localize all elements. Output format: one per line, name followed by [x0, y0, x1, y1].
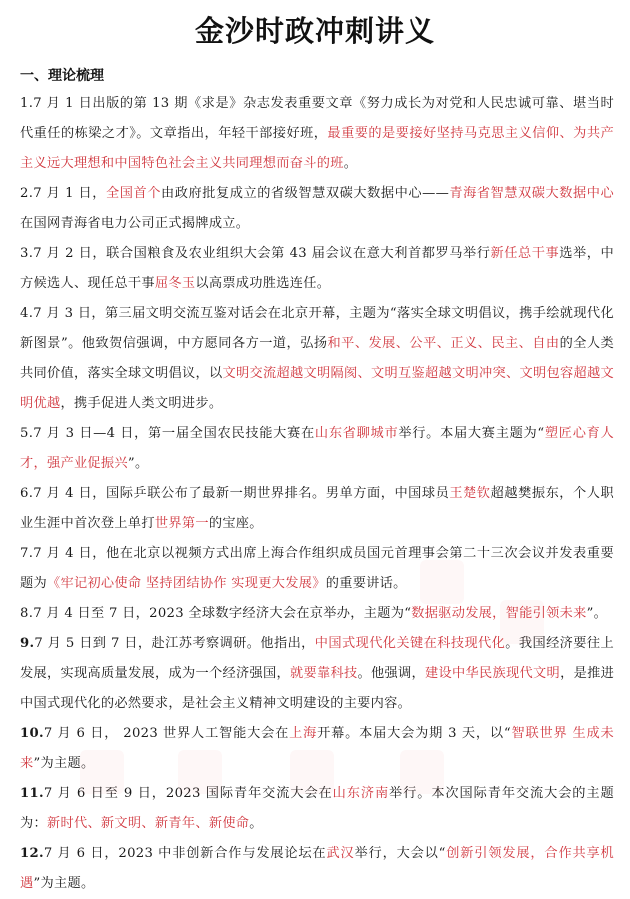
body-text: 7 月 2 日，联合国粮食及农业组织大会第 43 届会议在意大利首都罗马举行 [33, 246, 491, 261]
item-number: 8. [20, 606, 34, 621]
highlighted-text: 青海省智慧双碳大数据中心 [449, 186, 614, 201]
highlighted-text: 世界第一 [154, 516, 209, 531]
highlighted-text: 武汉 [326, 846, 355, 861]
body-text: 7 月 6 日， 2023 世界人工智能大会在 [43, 726, 290, 741]
news-item-list [20, 89, 614, 899]
news-item [20, 719, 614, 779]
news-item [20, 539, 614, 599]
body-text: 7 月 6 日，2023 中非创新合作与发展论坛在 [43, 846, 327, 861]
highlighted-text: 塑匠心育人才，强产业促振兴 [20, 426, 615, 471]
body-text: 举行。本次国际青年交流大会的主题为： [20, 786, 614, 831]
body-text: 的重要讲话。 [325, 576, 407, 591]
item-number: 2. [20, 186, 34, 201]
highlighted-text: 智联世界 生成未来 [20, 726, 615, 771]
body-text: 举行。本届大赛主题为“ [398, 426, 545, 441]
highlighted-text: 就要靠科技 [290, 666, 358, 681]
item-number: 7. [20, 546, 34, 561]
body-text: ”为主题。 [33, 876, 95, 891]
highlighted-text: 王楚钦 [449, 486, 491, 501]
body-text: 开幕。本届大会为期 3 天，以“ [317, 726, 511, 741]
body-text: 7 月 3 日—4 日，第一届全国农民技能大赛在 [33, 426, 315, 441]
item-number: 1. [20, 96, 34, 111]
highlighted-text: 和平、发展、公平、正义、民主、自由 [327, 336, 560, 351]
body-text: 超越樊振东，个人职业生涯中首次登上单打 [20, 486, 614, 531]
item-number: 6. [20, 486, 34, 501]
item-number: 3. [20, 246, 34, 261]
highlighted-text: 《牢记初心使命 坚持团结协作 实现更大发展》 [46, 576, 326, 591]
news-item [20, 629, 614, 719]
highlighted-text: 全国首个 [106, 186, 161, 201]
body-text: 选举，中方候选人、现任总干事 [20, 246, 615, 291]
body-text: 的宝座。 [208, 516, 263, 531]
highlighted-text: 新时代、新文明、新青年、新使命 [46, 816, 250, 831]
body-text: ，是推进中国式现代化的必然要求，是社会主义精神文明建设的主要内容。 [20, 666, 615, 711]
body-text: 。我国经济要往上发展，实现高质量发展，成为一个经济强国， [20, 636, 614, 681]
highlighted-text: 中国式现代化关键在科技现代化 [314, 636, 506, 651]
body-text: 由政府批复成立的省级智慧双碳大数据中心—— [161, 186, 450, 201]
highlighted-text: 山东济南 [332, 786, 390, 801]
news-item [20, 779, 614, 839]
highlighted-text: 建设中华民族现代文明 [425, 666, 561, 681]
highlighted-text: 山东省聊城市 [314, 426, 399, 441]
highlighted-text: 上海 [289, 726, 318, 741]
item-number: 5. [20, 426, 34, 441]
body-text: 举行，大会以“ [354, 846, 446, 861]
item-number: 4. [20, 306, 34, 321]
body-text: 。他强调， [357, 666, 426, 681]
document-title: 金沙时政冲刺讲义 [194, 14, 435, 48]
highlighted-text: 最重要的是要接好坚持马克思主义信仰、为共产主义远大理想和中国特色社会主义共同理想而奋斗的班 [20, 126, 614, 171]
item-number: 11. [20, 786, 44, 801]
item-number: 10. [20, 726, 44, 741]
body-text: ”。 [127, 456, 149, 471]
item-number: 9. [20, 636, 35, 651]
highlighted-text: 屈冬玉 [154, 276, 196, 291]
body-text: 7 月 6 日至 9 日，2023 国际青年交流大会在 [43, 786, 333, 801]
highlighted-text: 文明交流超越文明隔阂、文明互鉴超越文明冲突、文明包容超越文明优越 [20, 366, 615, 411]
body-text: 7 月 4 日至 7 日，2023 全球数字经济大会在京举办，主题为“ [33, 606, 412, 621]
body-text: ”。 [586, 606, 608, 621]
highlighted-text: 新任总干事 [490, 246, 560, 261]
body-text: 的全人类共同价值，落实全球文明倡议，以 [20, 336, 614, 381]
body-text: 7 月 4 日，国际乒联公布了最新一期世界排名。男单方面，中国球员 [33, 486, 450, 501]
body-text: ，携手促进人类文明进步。 [60, 396, 223, 411]
body-text: 7 月 4 日，他在北京以视频方式出席上海合作组织成员国元首理事会第二十三次会议并发表重要题为 [20, 546, 614, 591]
body-text: 。 [249, 816, 263, 831]
highlighted-text: 数据驱动发展，智能引领未来 [411, 606, 587, 621]
body-text: 以高票成功胜选连任。 [195, 276, 331, 291]
news-item [20, 179, 614, 239]
section-heading: 一、理论梳理 [20, 68, 104, 84]
news-item [20, 299, 614, 419]
highlighted-text: 创新引领发展，合作共享机遇 [20, 846, 615, 891]
body-text: 7 月 3 日，第三届文明交流互鉴对话会在北京开幕，主题为“落实全球文明倡议，携手绘就现代化新图景”。他致贺信强调，中方愿同各方一道，弘扬 [20, 306, 614, 351]
body-text: ”为主题。 [33, 756, 95, 771]
news-item [20, 599, 614, 629]
body-text: 。 [343, 156, 358, 171]
body-text: 7 月 5 日到 7 日，赴江苏考察调研。他指出， [34, 636, 315, 651]
body-text: 7 月 1 日出版的第 13 期《求是》杂志发表重要文章《努力成长为对党和人民忠诚可靠、堪当时代重任的栋梁之才》。文章指出，年轻干部接好班， [20, 96, 614, 141]
body-text: 在国网青海省电力公司正式揭牌成立。 [20, 216, 250, 231]
news-item [20, 479, 614, 539]
item-number: 12. [20, 846, 44, 861]
news-item [20, 839, 614, 899]
news-item [20, 239, 614, 299]
body-text: 7 月 1 日， [33, 186, 107, 201]
news-item [20, 89, 614, 179]
news-item [20, 419, 614, 479]
